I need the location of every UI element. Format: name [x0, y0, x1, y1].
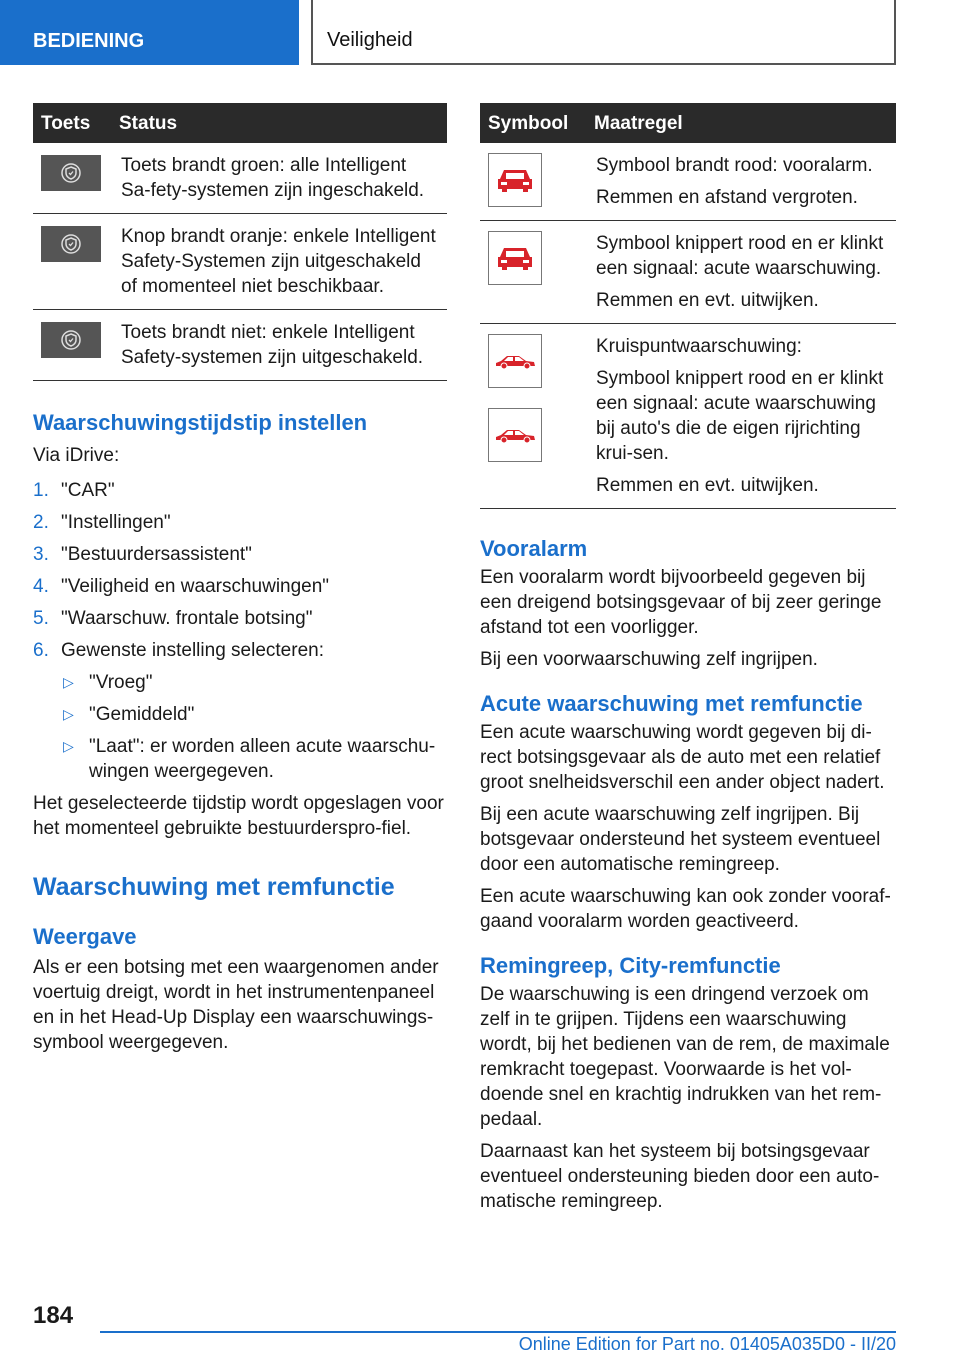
measure-cell	[586, 143, 896, 221]
step-number: 5.	[33, 608, 49, 629]
paragraph: Als er een botsing met een waargenomen ander voertuig dreigt, wordt in het instrumentenpaneel en in het Head-Up Display een waarschuwings-symbool weergegeven.	[33, 957, 439, 1053]
list-item	[33, 542, 447, 567]
pre-alarm-section	[480, 535, 896, 672]
paragraph: Daarnaast kan het systeem bij botsingsgevaar eventueel ondersteuning bieden door een auto-matische remingreep.	[480, 1141, 880, 1212]
triangle-bullet-icon: ▷	[63, 706, 74, 722]
acute-warning-section	[480, 690, 896, 934]
footer-divider	[100, 1331, 896, 1333]
car-front-warning-icon	[488, 231, 542, 285]
section-header	[0, 0, 299, 65]
option-text: "Gemiddeld"	[89, 704, 195, 725]
column-header: Status	[111, 103, 447, 143]
measure-cell	[586, 324, 896, 509]
triangle-bullet-icon: ▷	[63, 674, 74, 690]
step-number: 4.	[33, 576, 49, 597]
icon-cell	[480, 143, 586, 221]
measure-cell	[586, 221, 896, 324]
column-header: Symbool	[480, 103, 586, 143]
step-text: "Instellingen"	[61, 512, 171, 533]
table-row	[33, 214, 447, 310]
paragraph: Een acute waarschuwing kan ook zonder vooraf-gaand vooralarm worden geactiveerd.	[480, 886, 891, 932]
paragraph: Een vooralarm wordt bijvoorbeeld gegeven bij een dreigend botsingsgevaar of bij zeer geringe afstand tot een voorligger.	[480, 567, 882, 638]
status-text: Knop brandt oranje: enkele Intelligent Safety-Systemen zijn uitgeschakeld of momenteel niet beschikbaar.	[111, 214, 447, 310]
subsection-heading: Weergave	[33, 924, 137, 949]
list-item	[61, 734, 447, 784]
column-header: Maatregel	[586, 103, 896, 143]
paragraph: Bij een voorwaarschuwing zelf ingrijpen.	[480, 649, 818, 670]
paragraph: Een acute waarschuwing wordt gegeven bij di-rect botsingsgevaar als de auto met een relatief groot snelheidsverschil een ander object nadert.	[480, 722, 885, 793]
table-row	[480, 143, 896, 221]
measure-text: Symbool knippert rood en er klinkt een signaal: acute waarschuwing bij auto's die de eigen rijrichting krui-sen.	[596, 368, 884, 464]
button-status-table	[33, 103, 447, 381]
list-item	[33, 638, 447, 784]
section-title: BEDIENING	[33, 30, 145, 52]
option-text: "Laat": er worden alleen acute waarschu-wingen weergegeven.	[89, 736, 436, 782]
icon-cell	[480, 324, 586, 509]
list-item	[61, 702, 447, 727]
table-row	[33, 143, 447, 214]
step-number: 2.	[33, 512, 49, 533]
icon-cell	[33, 214, 111, 310]
table-row	[480, 324, 896, 509]
icon-cell	[480, 221, 586, 324]
chapter-title: Veiligheid	[327, 29, 413, 51]
column-header: Toets	[33, 103, 111, 143]
status-text: Toets brandt niet: enkele Intelligent Safety-systemen zijn uitgeschakeld.	[111, 310, 447, 381]
table-header-row	[480, 103, 896, 143]
safety-button-icon	[41, 226, 101, 262]
paragraph: Het geselecteerde tijdstip wordt opgeslagen voor het momenteel gebruikte bestuurderspro-fiel.	[33, 793, 444, 839]
triangle-bullet-icon: ▷	[63, 738, 74, 754]
table-row	[480, 221, 896, 324]
paragraph: De waarschuwing is een dringend verzoek om zelf in te grijpen. Tijdens een waarschuwing wordt, bij het bedienen van de rem, de maximale remkracht toegepast. Voorwaarde is het vol-doende snel en krachtig indrukken van het rem-pedaal.	[480, 984, 890, 1130]
symbol-measure-table	[480, 103, 896, 509]
measure-text: Symbool knippert rood en er klinkt een signaal: acute waarschuwing.	[596, 233, 884, 279]
step-text: "Waarschuw. frontale botsing"	[61, 608, 313, 629]
step-text: "Veiligheid en waarschuwingen"	[61, 576, 330, 597]
table-header-row	[33, 103, 447, 143]
edition-link[interactable]: Online Edition for Part no. 01405A035D0 - II/20	[518, 1334, 896, 1354]
table-row	[33, 310, 447, 381]
step-number: 1.	[33, 480, 49, 501]
warning-brake-section	[33, 871, 447, 1055]
option-text: "Vroeg"	[89, 672, 153, 693]
measure-text: Symbool brandt rood: vooralarm.	[596, 155, 873, 176]
paragraph: Bij een acute waarschuwing zelf ingrijpen. Bij botsgevaar ondersteund het systeem eventueel door een automatische remingreep.	[480, 804, 881, 875]
paragraph: Via iDrive:	[33, 445, 120, 466]
step-text: "Bestuurdersassistent"	[61, 544, 252, 565]
measure-text: Remmen en evt. uitwijken.	[596, 290, 819, 311]
safety-button-icon	[41, 155, 101, 191]
step-text: Gewenste instelling selecteren:	[61, 640, 324, 661]
car-front-warning-icon	[488, 153, 542, 207]
option-list	[61, 670, 447, 784]
list-item	[33, 478, 447, 503]
measure-text: Remmen en evt. uitwijken.	[596, 475, 819, 496]
city-brake-section	[480, 952, 896, 1214]
step-number: 6.	[33, 640, 49, 661]
left-column	[33, 103, 447, 1062]
list-item	[33, 574, 447, 599]
safety-button-icon	[41, 322, 101, 358]
measure-text: Remmen en afstand vergroten.	[596, 187, 858, 208]
car-side-warning-icon	[488, 334, 542, 388]
right-column	[480, 103, 896, 1221]
icon-cell	[33, 143, 111, 214]
list-item	[33, 510, 447, 535]
step-number: 3.	[33, 544, 49, 565]
section-heading: Vooralarm	[480, 536, 588, 561]
section-heading: Acute waarschuwing met remfunctie	[480, 691, 863, 716]
section-heading: Waarschuwing met remfunctie	[33, 873, 395, 901]
list-item	[61, 670, 447, 695]
list-item	[33, 606, 447, 631]
status-text: Toets brandt groen: alle Intelligent Sa-fety-systemen zijn ingeschakeld.	[111, 143, 447, 214]
section-heading: Remingreep, City-remfunctie	[480, 953, 781, 978]
car-side-warning-icon	[488, 408, 542, 462]
step-text: "CAR"	[61, 480, 115, 501]
icon-cell	[33, 310, 111, 381]
step-list	[33, 478, 447, 784]
section-heading: Waarschuwingstijdstip instellen	[33, 410, 368, 435]
chapter-header	[311, 0, 896, 65]
measure-text: Kruispuntwaarschuwing:	[596, 336, 802, 357]
page-number: 184	[33, 1302, 74, 1329]
warning-time-section	[33, 409, 447, 841]
